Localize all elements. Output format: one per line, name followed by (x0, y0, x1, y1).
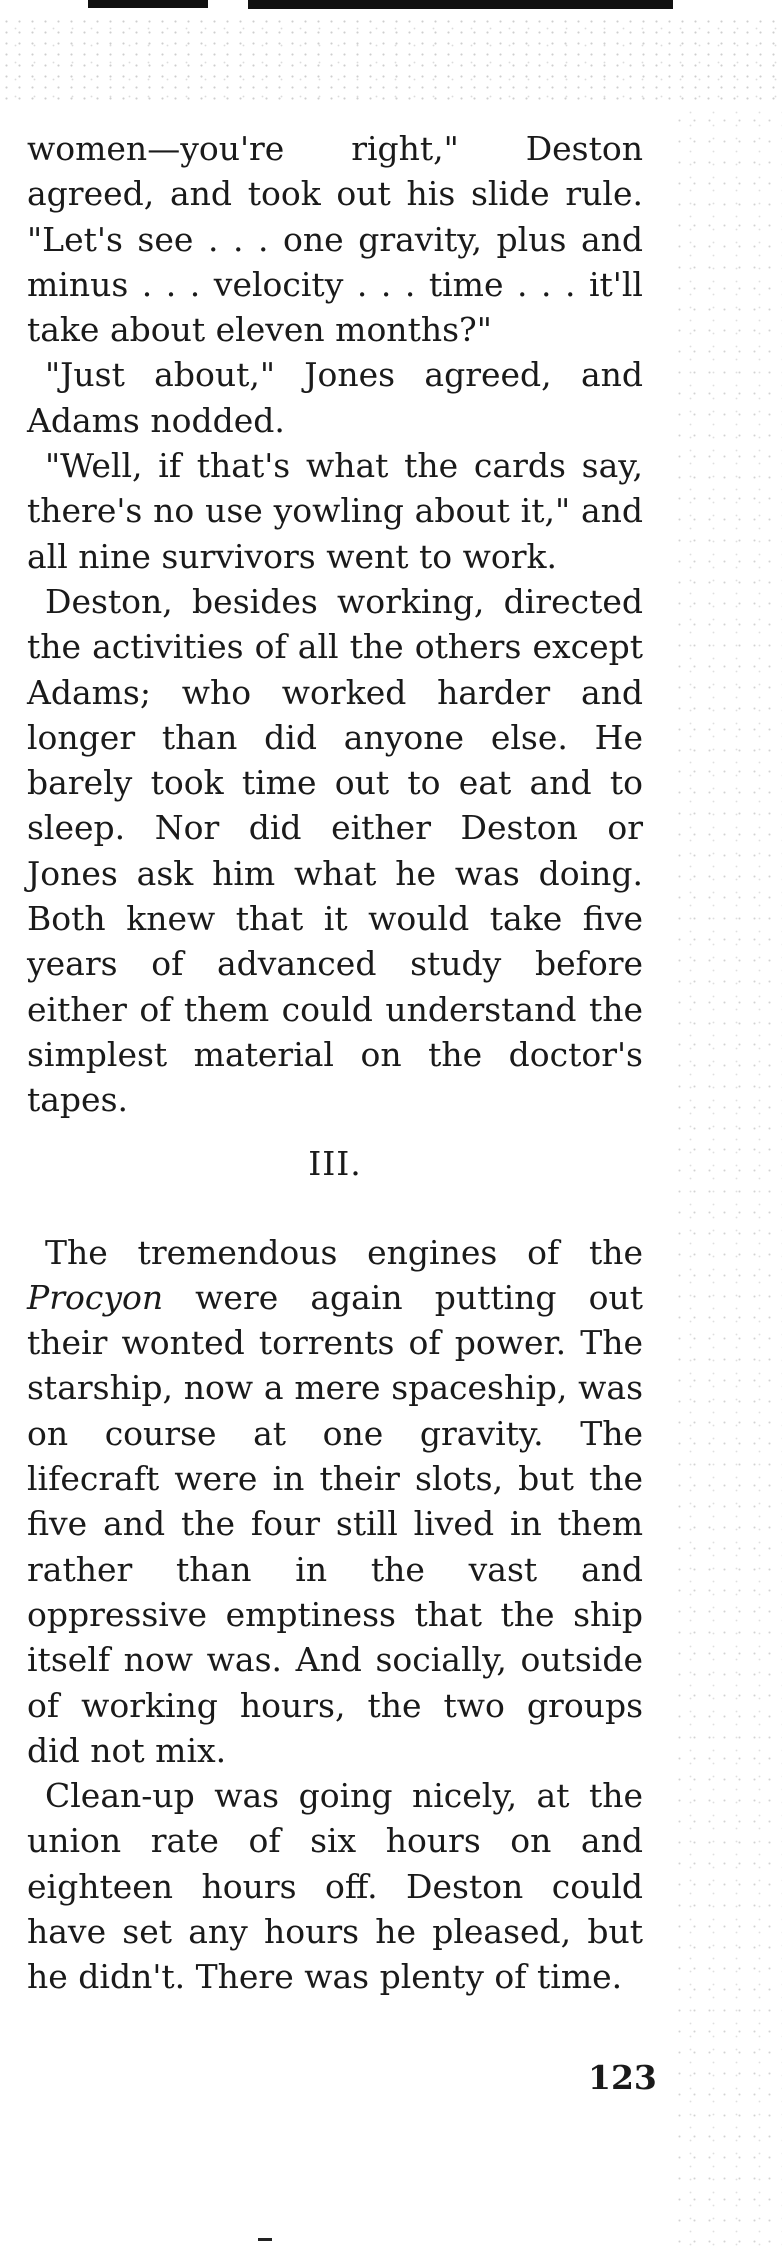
paragraph-5-prefix: The tremendous engines of the (45, 1232, 643, 1272)
paragraph-2: "Just about," Jones agreed, and Adams nodded. (27, 355, 643, 440)
text-column (27, 126, 643, 2000)
scan-noise-top (0, 16, 782, 106)
section-heading: III. (308, 1143, 362, 1183)
paragraph-5 (27, 1230, 643, 1774)
top-rule-left (88, 0, 208, 8)
paragraph-1: women—you're right," Deston agreed, and took out his slide rule. "Let's see . . . one gravity, plus and minus . . . velocity . . . time . . . it'll take about eleven months?" (27, 129, 643, 350)
paragraph-4: Deston, besides working, directed the activities of all the others except Adams; who worked harder and longer than did anyone else. He barely took time out to eat and to sleep. Nor did either Deston or Jones ask him what he was doing. Both knew that it would take five years of advanced study before either of them could understand the simplest material on the doctor's tapes. (27, 581, 643, 1120)
paragraph-6: Clean-up was going nicely, at the union rate of six hours on and eighteen hours off. Deston could have set any hours he pleased, but he didn't. There was plenty of time. (27, 1776, 643, 1997)
paragraph-5-suffix: were again putting out their wonted torrents of power. The starship, now a mere spaceship, was on course at one gravity. The lifecraft were in their slots, but the five and the four still lived in them rather than in the vast and oppressive emptiness that the ship itself now was. And socially, outside of working hours, the two groups did not mix. (27, 1277, 643, 1770)
page-number: 123 (588, 2058, 657, 2097)
ship-name: Procyon (27, 1277, 164, 1317)
bottom-mark (258, 2238, 272, 2241)
paragraph-3: "Well, if that's what the cards say, there's no use yowling about it," and all nine survivors went to work. (27, 446, 643, 576)
scan-noise-gutter (672, 110, 782, 2250)
top-rule-right (248, 0, 673, 9)
